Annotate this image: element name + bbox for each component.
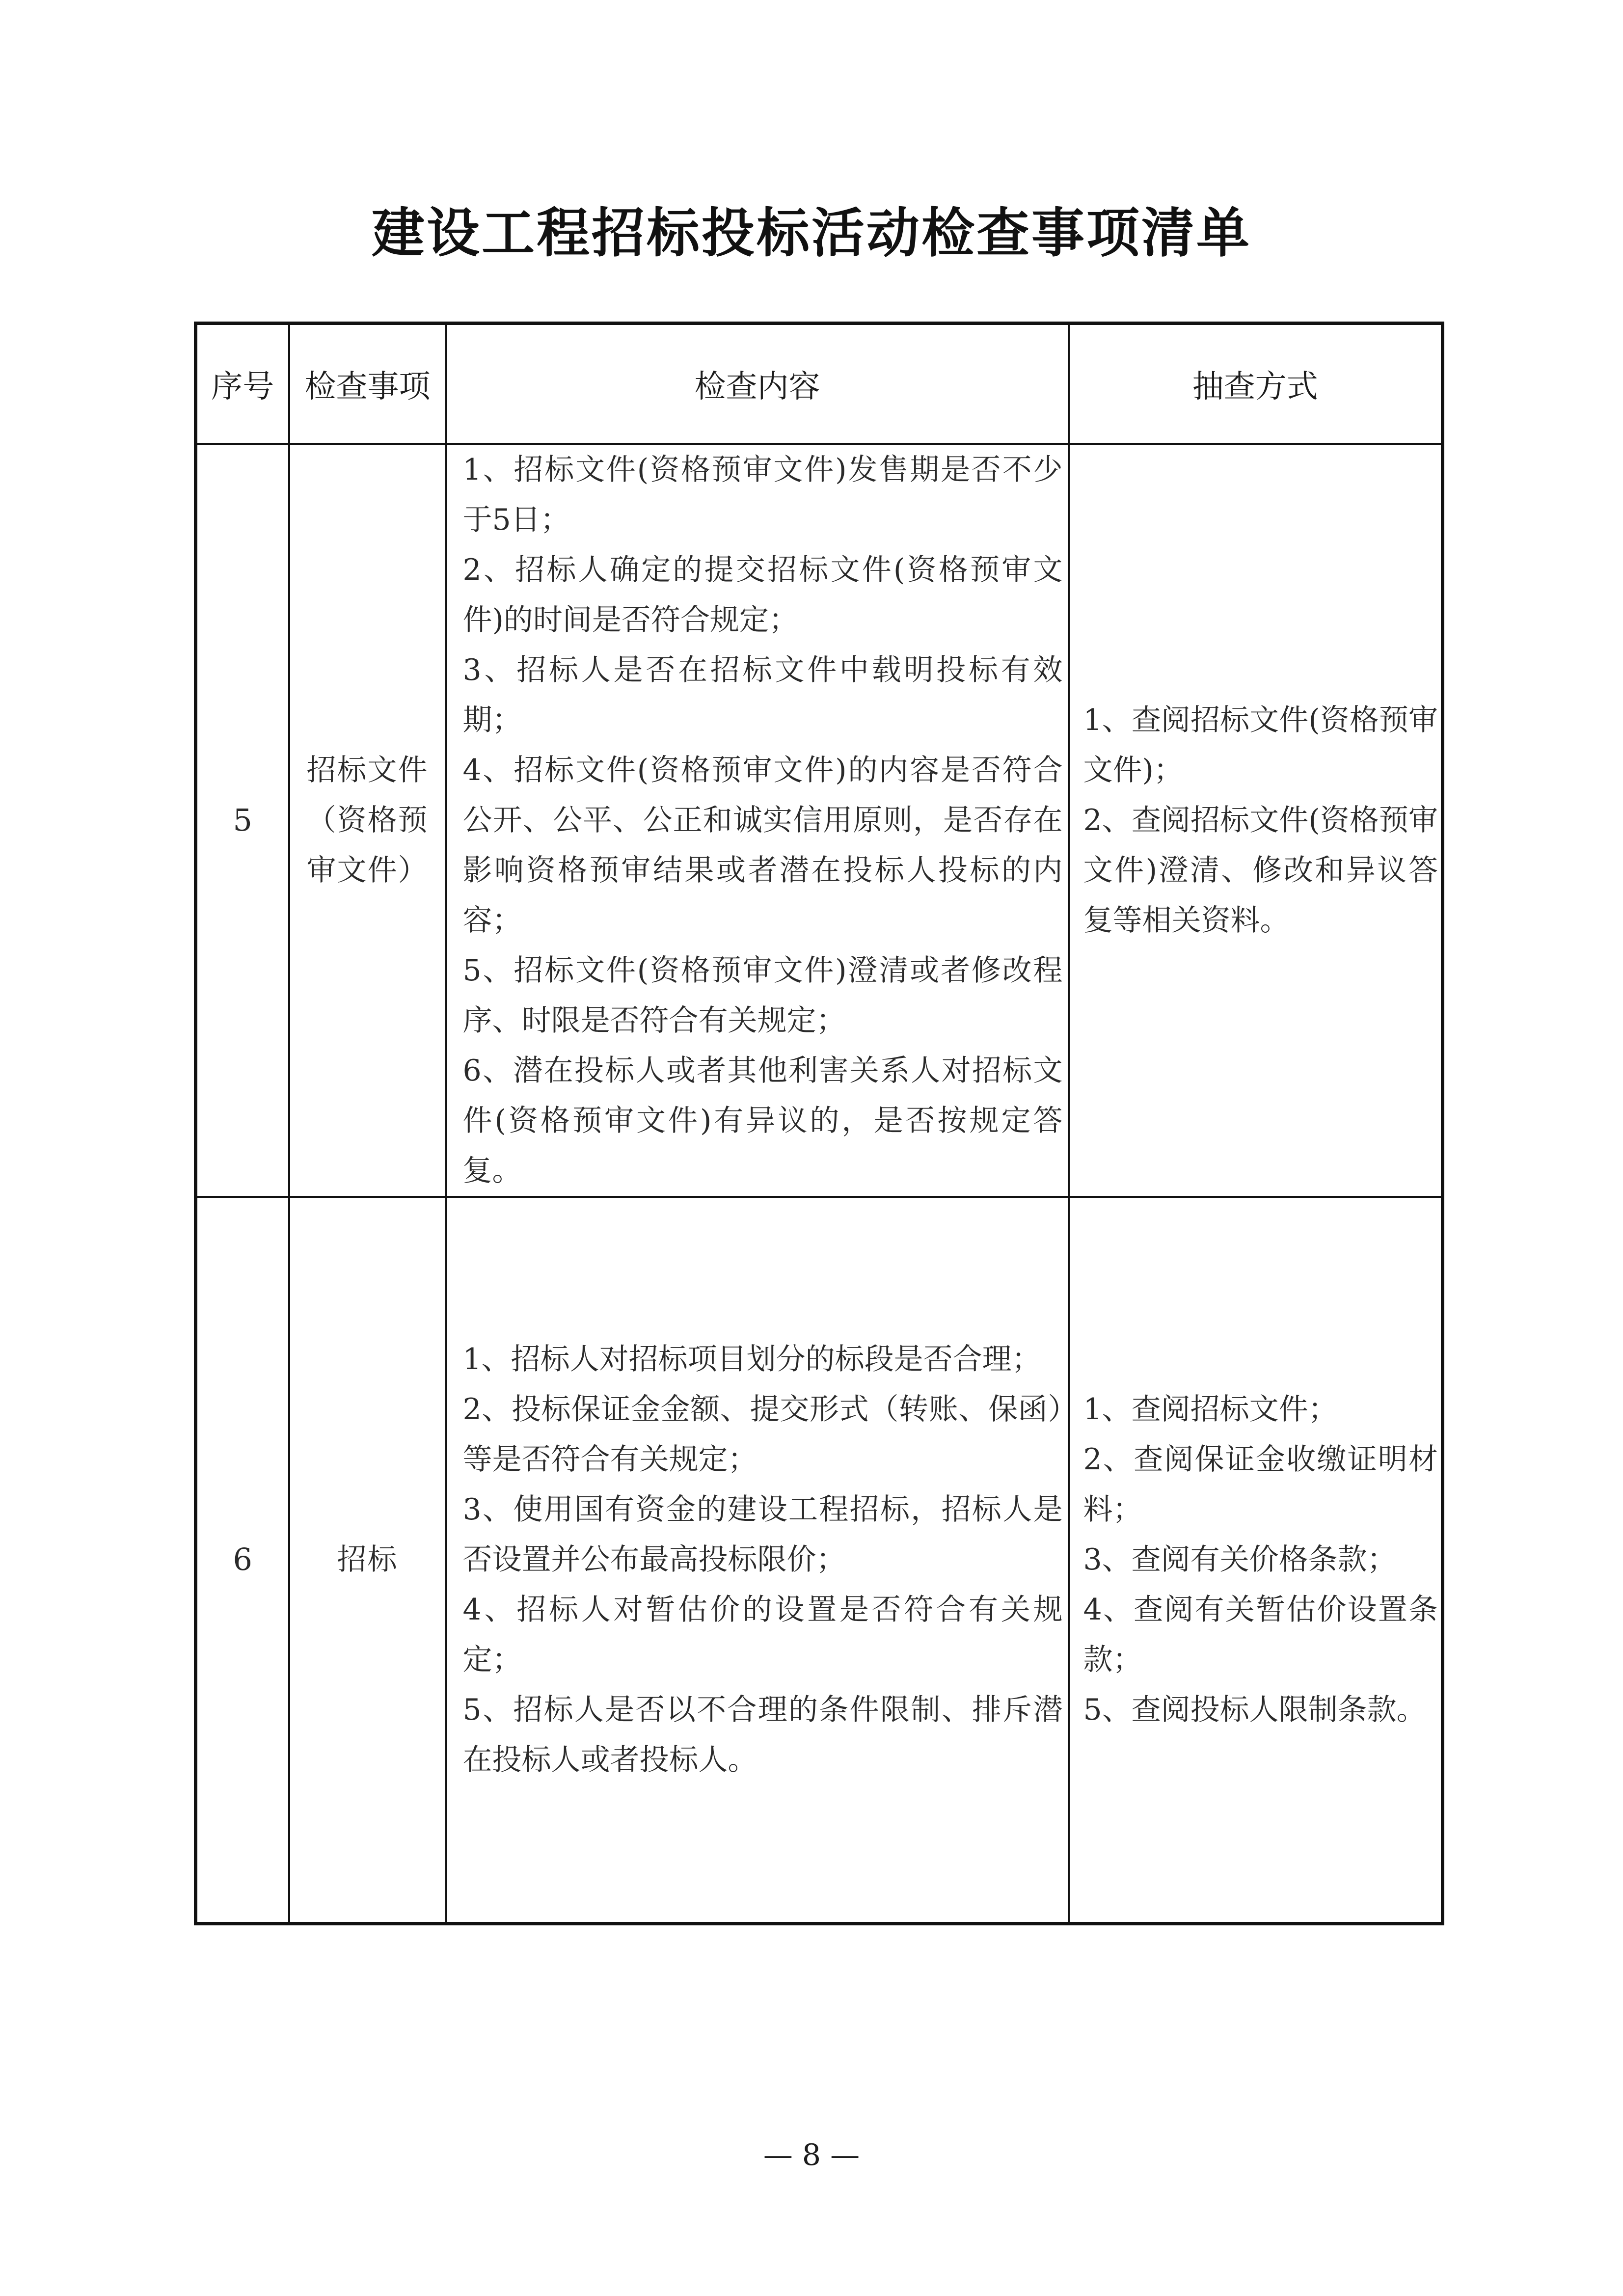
header-method: 抽查方式 bbox=[1069, 324, 1443, 444]
method-line: 2、查阅保证金收缴证明材料； bbox=[1083, 1442, 1438, 1527]
content-line: 1、招标人对招标项目划分的标段是否合理； bbox=[462, 1342, 1041, 1377]
document-title: 建设工程招标投标活动检查事项清单 bbox=[371, 202, 1251, 264]
row-item: 招标文件（资格预审文件） bbox=[289, 444, 446, 1197]
method-line: 2、查阅招标文件(资格预审文件)澄清、修改和异议答复等相关资料。 bbox=[1083, 803, 1438, 938]
row-seq: 6 bbox=[196, 1197, 289, 1923]
header-seq: 序号 bbox=[196, 324, 289, 444]
table-row bbox=[196, 1197, 1443, 1923]
content-line: 3、招标人是否在招标文件中载明投标有效期； bbox=[462, 653, 1063, 737]
method-line: 5、查阅投标人限制条款。 bbox=[1083, 1693, 1426, 1728]
method-line: 1、查阅招标文件； bbox=[1083, 1392, 1338, 1427]
content-line: 1、招标文件(资格预审文件)发售期是否不少于5日； bbox=[462, 453, 1063, 537]
method-line: 4、查阅有关暂估价设置条款； bbox=[1083, 1593, 1438, 1677]
row-method bbox=[1069, 1197, 1443, 1923]
row-seq: 5 bbox=[196, 444, 289, 1197]
table-row bbox=[196, 444, 1443, 1197]
content-line: 4、招标人对暂估价的设置是否符合有关规定； bbox=[462, 1593, 1063, 1677]
content-line: 6、潜在投标人或者其他利害关系人对招标文件(资格预审文件)有异议的，是否按规定答复。 bbox=[462, 1053, 1063, 1188]
method-line: 1、查阅招标文件(资格预审文件)； bbox=[1083, 703, 1438, 787]
content-line: 5、招标人是否以不合理的条件限制、排斥潜在投标人或者投标人。 bbox=[462, 1693, 1063, 1778]
table-header-row bbox=[196, 324, 1443, 444]
page-number: — 8 — bbox=[763, 2138, 860, 2172]
content-line: 3、使用国有资金的建设工程招标，招标人是否设置并公布最高投标限价； bbox=[462, 1492, 1063, 1577]
row-content bbox=[446, 444, 1069, 1197]
inspection-table-container bbox=[194, 322, 1441, 1925]
row-content bbox=[446, 1197, 1069, 1923]
content-line: 4、招标文件(资格预审文件)的内容是否符合公开、公平、公正和诚实信用原则，是否存在影响资格预审结果或者潜在投标人投标的内容； bbox=[462, 753, 1063, 938]
header-content: 检查内容 bbox=[446, 324, 1069, 444]
content-line: 2、招标人确定的提交招标文件(资格预审文件)的时间是否符合规定； bbox=[462, 553, 1063, 637]
content-line: 5、招标文件(资格预审文件)澄清或者修改程序、时限是否符合有关规定； bbox=[462, 953, 1063, 1038]
row-item: 招标 bbox=[289, 1197, 446, 1923]
method-line: 3、查阅有关价格条款； bbox=[1083, 1542, 1397, 1577]
content-line: 2、投标保证金金额、提交形式（转账、保函）等是否符合有关规定； bbox=[462, 1392, 1063, 1477]
inspection-table bbox=[194, 322, 1444, 1925]
row-method bbox=[1069, 444, 1443, 1197]
header-item: 检查事项 bbox=[289, 324, 446, 444]
